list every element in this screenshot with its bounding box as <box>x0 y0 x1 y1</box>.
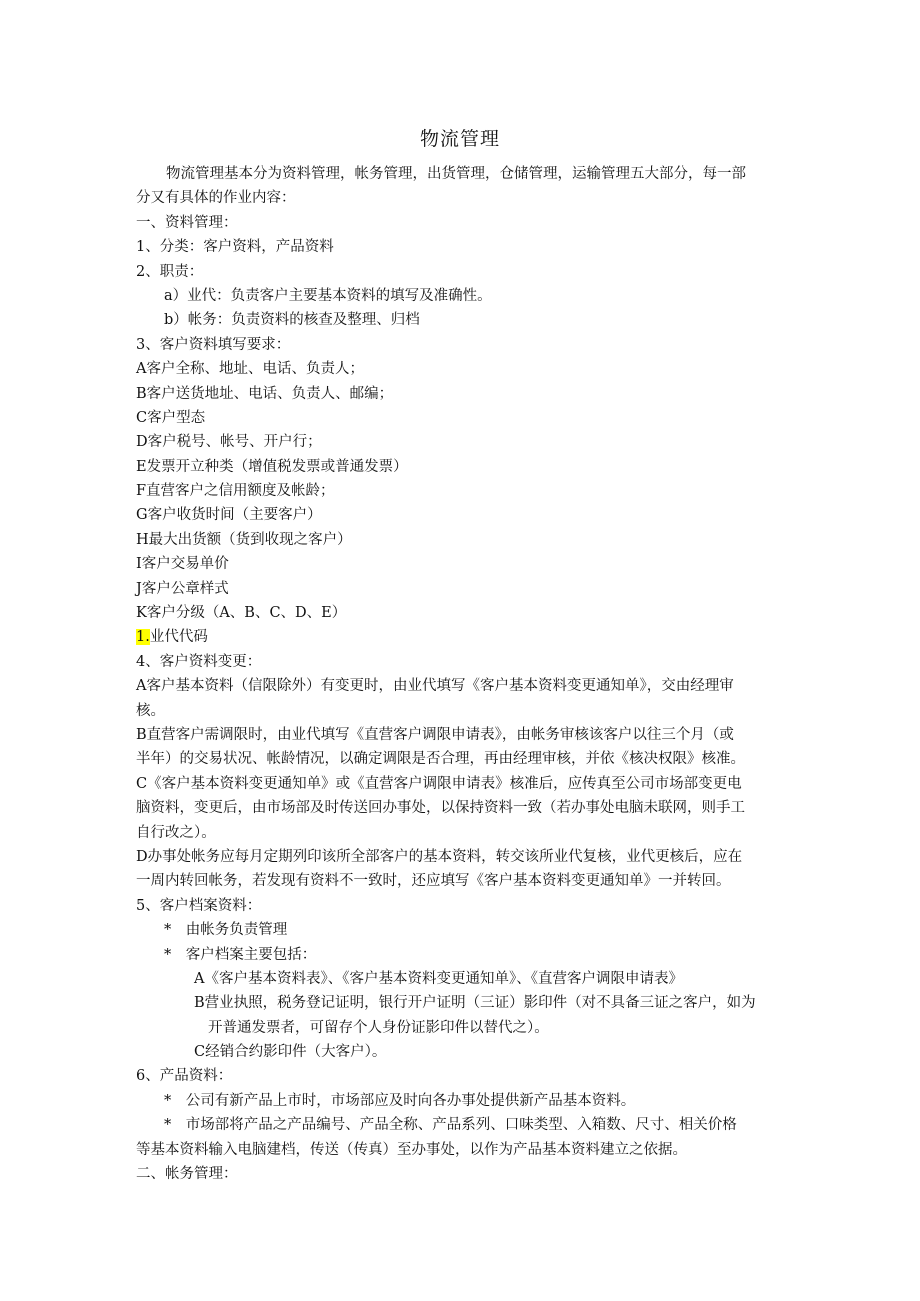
item-fill-requirements: 3、客户资料填写要求： <box>136 336 291 353</box>
change-c-line-3: 自行改之）。 <box>136 824 216 841</box>
requirement-b: B客户送货地址、电话、负责人、邮编； <box>136 385 394 402</box>
item-product-data: 6、产品资料： <box>136 1068 233 1085</box>
requirement-d: D客户税号、帐号、开户行； <box>136 434 322 451</box>
archive-sub-a: A《客户基本资料表》、《客户基本资料变更通知单》、《直营客户调限申请表》 <box>194 970 683 987</box>
highlighted-number: 1. <box>136 629 150 646</box>
change-a-line-2: 核。 <box>136 702 165 719</box>
change-b-line-2: 半年）的交易状况、帐龄情况，以确定调限是否合理，再由经理审核，并依《核决权限》核准。 <box>136 751 745 768</box>
change-c-line-1: C《客户基本资料变更通知单》或《直营客户调限申请表》核准后，应传真至公司市场部变更电 <box>136 775 742 792</box>
requirement-j: J客户公章样式 <box>136 580 229 597</box>
requirement-h: H最大出货额（货到收现之客户） <box>136 531 352 548</box>
requirement-f: F直营客户之信用额度及帐龄； <box>136 483 335 500</box>
intro-line-2: 分又有具体的作业内容： <box>136 190 296 207</box>
product-bullet-2-line-2: 等基本资料输入电脑建档，传送（传真）至办事处，以作为产品基本资料建立之依据。 <box>136 1141 687 1158</box>
product-bullet-1: * 公司有新产品上市时，市场部应及时向各办事处提供新产品基本资料。 <box>164 1092 636 1109</box>
item-data-change: 4、客户资料变更： <box>136 653 262 670</box>
document-body <box>136 162 786 1186</box>
requirement-c: C客户型态 <box>136 409 206 426</box>
archive-bullet-1: * 由帐务负责管理 <box>164 922 288 939</box>
requirement-i: I客户交易单价 <box>136 556 229 573</box>
archive-sub-c: C经销合约影印件（大客户）。 <box>194 1044 387 1061</box>
section-heading-data-management: 一、资料管理： <box>136 214 238 231</box>
requirement-l-text: 业代代码 <box>149 629 208 646</box>
item-responsibilities: 2、职责： <box>136 263 204 280</box>
responsibility-accounts: b）帐务：负责资料的核查及整理、归档 <box>164 312 420 329</box>
archive-sub-b-line-1: B营业执照，税务登记证明，银行开户证明（三证）影印件（对不具备三证之客户，如为 <box>194 995 756 1012</box>
requirement-g: G客户收货时间（主要客户） <box>136 507 322 524</box>
archive-sub-b-line-2: 开普通发票者，可留存个人身份证影印件以替代之）。 <box>208 1019 549 1036</box>
requirement-k: K客户分级（A、B、C、D、E） <box>136 605 347 622</box>
archive-bullet-2: * 客户档案主要包括： <box>164 946 317 963</box>
section-heading-accounts-management: 二、帐务管理： <box>136 1166 238 1183</box>
requirement-a: A客户全称、地址、电话、负责人； <box>136 361 364 378</box>
responsibility-sales-rep: a）业代：负责客户主要基本资料的填写及准确性。 <box>164 287 492 304</box>
item-archive: 5、客户档案资料： <box>136 897 262 914</box>
change-a-line-1: A客户基本资料（信限除外）有变更时，由业代填写《客户基本资料变更通知单》，交由经理审 <box>136 678 734 695</box>
change-b-line-1: B直营客户需调限时，由业代填写《直营客户调限申请表》，由帐务审核该客户以往三个月（或 <box>136 726 734 743</box>
change-c-line-2: 脑资料，变更后，由市场部及时传送回办事处，以保持资料一致（若办事处电脑未联网，则手工 <box>136 800 745 817</box>
requirement-e: E发票开立种类（增值税发票或普通发票） <box>136 458 408 475</box>
change-d-line-1: D办事处帐务应每月定期列印该所全部客户的基本资料，转交该所业代复核，业代更核后，应在 <box>136 848 743 865</box>
intro-line-1: 物流管理基本分为资料管理，帐务管理，出货管理，仓储管理，运输管理五大部分，每一部 <box>166 166 746 182</box>
item-classification: 1、分类：客户资料，产品资料 <box>136 239 334 256</box>
document-title: 物流管理 <box>419 128 500 150</box>
requirement-l <box>136 625 786 649</box>
change-d-line-2: 一周内转回帐务，若发现有资料不一致时，还应填写《客户基本资料变更通知单》一并转回。 <box>136 873 731 890</box>
product-bullet-2-line-1: * 市场部将产品之产品编号、产品全称、产品系列、口味类型、入箱数、尺寸、相关价格 <box>164 1117 737 1134</box>
